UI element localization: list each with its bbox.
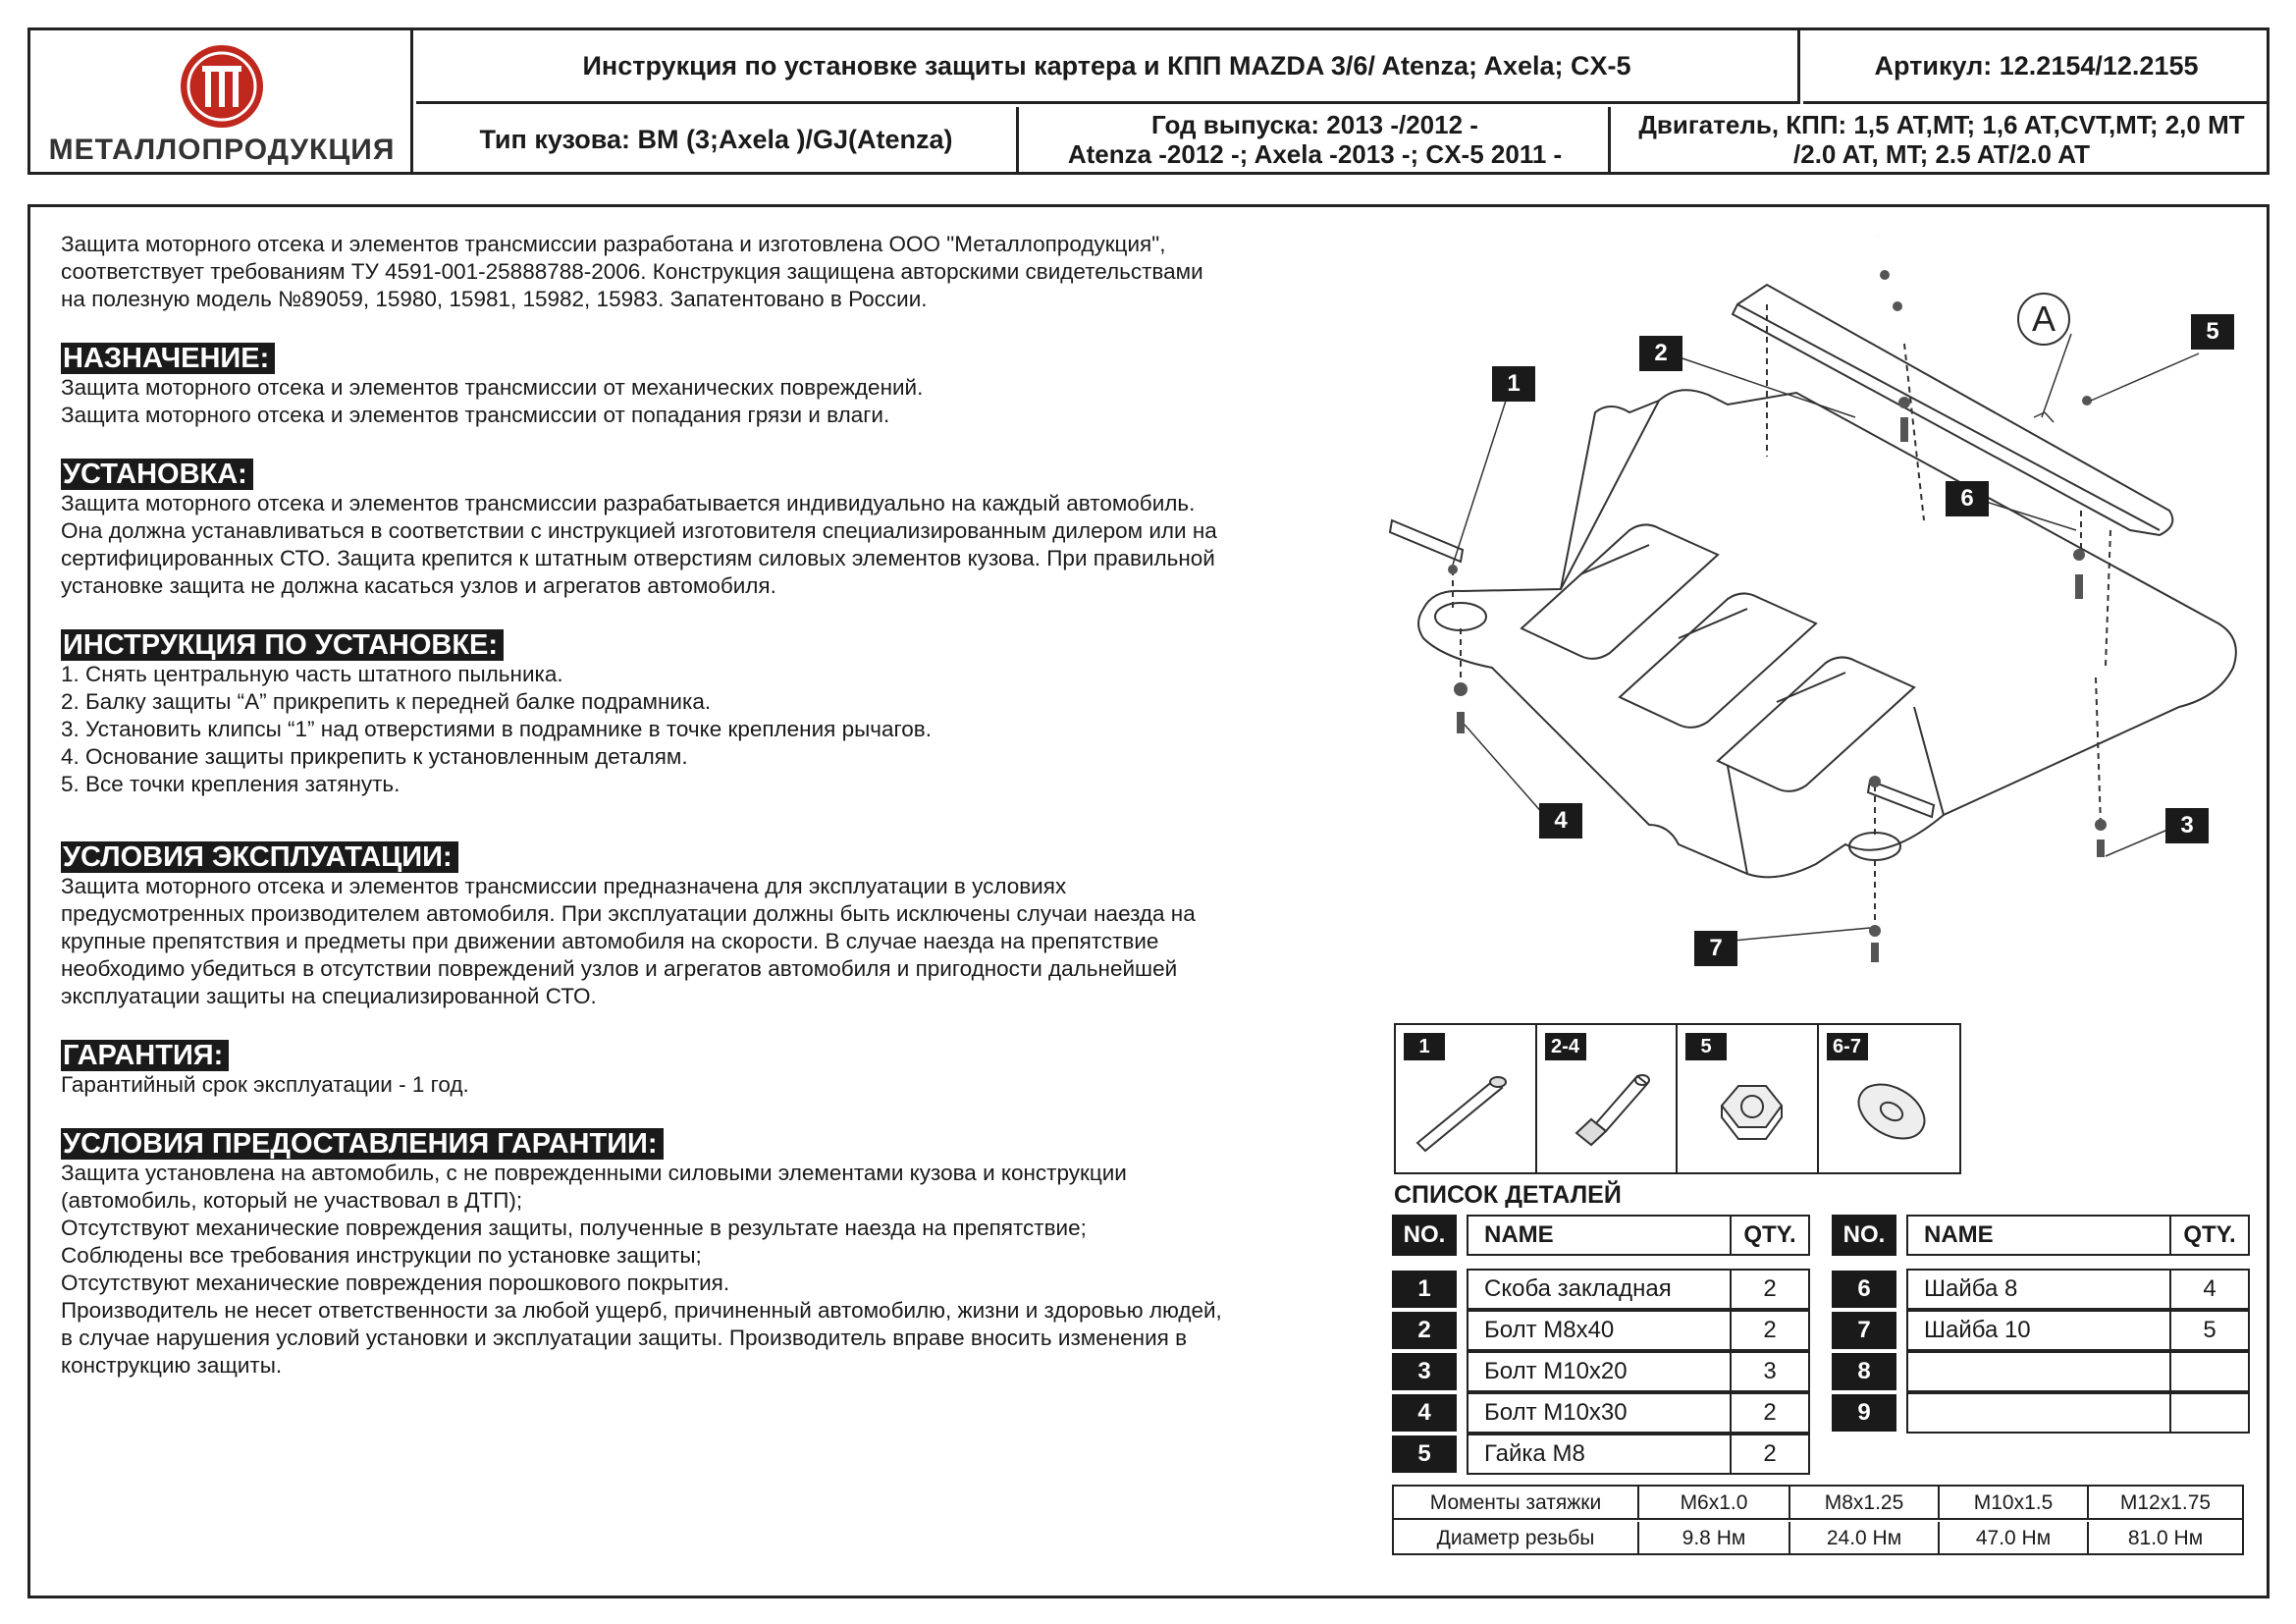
step-line: 1. Снять центральную часть штатного пыльника. (61, 662, 563, 686)
section-line: в случае нарушения условий установки и эксплуатации защиты. Производитель вправе вносить изменения в (61, 1326, 1188, 1350)
parts-list-title: СПИСОК ДЕТАЛЕЙ (1394, 1181, 1622, 1209)
part-no: 5 (1392, 1435, 1457, 1473)
part-name: Гайка М8 (1467, 1434, 1732, 1475)
intro-line: Защита моторного отсека и элементов трансмиссии разработана и изготовлена ООО "Металлопродукция", (61, 232, 1166, 256)
section-line: Отсутствуют механические повреждения защиты, полученные в результате наезда на препятствие; (61, 1216, 1087, 1240)
part-name (1906, 1392, 2171, 1434)
vent-2 (1620, 593, 1816, 727)
torque-table (1392, 1485, 2244, 1555)
pic-nut (1678, 1025, 1819, 1172)
intro-line: соответствует требованиям ТУ 4591-001-25888788-2006. Конструкция защищена авторскими свидетельствами (61, 259, 1203, 284)
beam-label: A (2031, 298, 2056, 339)
instructions-text (61, 231, 1335, 1380)
section-warranty (61, 1010, 1335, 1099)
header-no: NO. (1832, 1215, 1896, 1256)
step-line: 4. Основание защиты прикрепить к установленным деталям. (61, 744, 688, 769)
section-heading: ИНСТРУКЦИЯ ПО УСТАНОВКЕ: (61, 629, 504, 661)
intro-line: на полезную модель №89059, 15980, 15981, 15982, 15983. Запатентовано в России. (61, 287, 928, 311)
callout-7: 7 (1694, 931, 1737, 966)
pic-tag: 2-4 (1545, 1033, 1586, 1060)
part-qty: 3 (1730, 1351, 1810, 1392)
torque-value: 24.0 Нм (1790, 1522, 1940, 1555)
engine-line-1: Двигатель, КПП: 1,5 AT,MT; 1,6 AT,CVT,MT; 2,0 MT (1638, 110, 2245, 139)
section-heading: УСТАНОВКА: (61, 459, 253, 490)
part-no: 8 (1832, 1353, 1896, 1390)
torque-row-values (1394, 1522, 2242, 1555)
section-line: сертифицированных СТО. Защита крепится к штатным отверстиям силовых элементов кузова. При правильной (61, 546, 1215, 570)
header-block (27, 27, 2269, 175)
part-name (1906, 1351, 2171, 1392)
section-line: Она должна устанавливаться в соответствии с инструкцией изготовителя специализированным дилером или на (61, 518, 1217, 543)
header-qty: QTY. (2169, 1215, 2250, 1256)
section-line: Отсутствуют механические повреждения порошкового покрытия. (61, 1271, 730, 1295)
part-name: Скоба закладная (1467, 1269, 1732, 1310)
section-purpose (61, 313, 1335, 429)
section-heading: УСЛОВИЯ ПРЕДОСТАВЛЕНИЯ ГАРАНТИИ: (61, 1128, 664, 1160)
article-number: Артикул: 12.2154/12.2155 (1803, 30, 2269, 104)
year-line-2: Atenza -2012 -; Axela -2013 -; CX-5 2011 - (1067, 139, 1563, 169)
section-operation (61, 812, 1335, 1010)
section-line: предусмотренных производителем автомобиля. При эксплуатации должны быть исключены случаи наезда на (61, 901, 1196, 926)
engine-line-2: /2.0 AT, MT; 2.5 AT/2.0 AT (1793, 139, 2090, 169)
header-name: NAME (1467, 1215, 1732, 1256)
callout-2: 2 (1639, 336, 1682, 371)
assembly-diagram (1355, 236, 2258, 992)
step-line: 3. Установить клипсы “1” над отверстиями в подрамнике в точке крепления рычагов. (61, 717, 932, 741)
callout-3: 3 (2165, 808, 2209, 843)
step-line: 2. Балку защиты “А” прикрепить к передней балке подрамника. (61, 689, 712, 714)
callout-4: 4 (1539, 803, 1582, 839)
section-heading: ГАРАНТИЯ: (61, 1040, 229, 1071)
vent-3 (1718, 657, 1914, 790)
section-install-steps (61, 600, 1335, 798)
skid-plate-drawing (1355, 236, 2258, 992)
header-qty: QTY. (1730, 1215, 1810, 1256)
pic-tag: 6-7 (1827, 1033, 1868, 1060)
pic-washer (1819, 1025, 1960, 1172)
section-line: конструкцию защиты. (61, 1353, 283, 1378)
thread-size: М10х1.5 (1940, 1487, 2089, 1520)
section-heading: УСЛОВИЯ ЭКСПЛУАТАЦИИ: (61, 841, 458, 873)
torque-value: 81.0 Нм (2127, 1527, 2204, 1549)
year-line-1: Год выпуска: 2013 -/2012 - (1151, 110, 1478, 139)
clip-1 (1390, 520, 1463, 562)
part-qty: 2 (1730, 1310, 1810, 1351)
torque-label: Моменты затяжки (1394, 1487, 1639, 1520)
pic-clip (1396, 1025, 1537, 1172)
part-qty (2169, 1392, 2250, 1434)
company-logo-icon (178, 42, 266, 131)
thread-size: М12х1.75 (2119, 1491, 2212, 1514)
header-no: NO. (1392, 1215, 1457, 1256)
part-qty (2169, 1351, 2250, 1392)
part-no: 6 (1832, 1271, 1896, 1308)
section-line: Соблюдены все требования инструкции по установке защиты; (61, 1243, 702, 1268)
callout-5: 5 (2191, 314, 2234, 350)
section-line: Защита моторного отсека и элементов трансмиссии от попадания грязи и влаги. (61, 403, 890, 427)
section-line: Гарантийный срок эксплуатации - 1 год. (61, 1072, 469, 1097)
part-no: 7 (1832, 1312, 1896, 1349)
part-name: Болт М10х30 (1467, 1392, 1732, 1434)
part-name: Шайба 10 (1906, 1310, 2171, 1351)
section-line: Защита установлена на автомобиль, с не поврежденными силовыми элементами кузова и конструкции (61, 1161, 1127, 1185)
part-qty: 2 (1730, 1269, 1810, 1310)
section-warranty-conditions (61, 1099, 1335, 1380)
logo-cell (30, 30, 413, 172)
section-line: эксплуатации защиты на специализированной СТО. (61, 984, 597, 1008)
pic-tag: 1 (1404, 1033, 1445, 1060)
part-qty: 2 (1730, 1392, 1810, 1434)
part-qty: 5 (2169, 1310, 2250, 1351)
pic-bolt (1537, 1025, 1679, 1172)
intro-paragraph (61, 231, 1335, 313)
document-title: Инструкция по установке защиты картера и КПП MAZDA 3/6/ Atenza; Axela; CX-5 (416, 30, 1800, 104)
vent-1 (1522, 524, 1718, 658)
part-no: 3 (1392, 1353, 1457, 1390)
torque-row-threads (1394, 1487, 2242, 1520)
section-line: установке защита не должна касаться узлов и агрегатов автомобиля. (61, 573, 776, 598)
section-line: Производитель не несет ответственности за любой ущерб, причиненный автомобилю, жизни и здоровью людей, (61, 1298, 1222, 1323)
section-line: Защита моторного отсека и элементов трансмиссии от механических повреждений. (61, 375, 924, 400)
part-name: Болт М8х40 (1467, 1310, 1732, 1351)
section-heading: НАЗНАЧЕНИЕ: (61, 343, 275, 374)
section-line: необходимо убедиться в отсутствии повреждений узлов и агрегатов автомобиля и пригодности дальнейшей (61, 956, 1178, 981)
section-line: Защита моторного отсека и элементов трансмиссии предназначена для эксплуатации в условиях (61, 874, 1067, 898)
thread-size: М8х1.25 (1790, 1487, 1940, 1520)
step-line: 5. Все точки крепления затянуть. (61, 772, 400, 796)
part-qty: 4 (2169, 1269, 2250, 1310)
pic-tag: 5 (1685, 1033, 1727, 1060)
section-line: Защита моторного отсека и элементов трансмиссии разрабатывается индивидуально на каждый автомобиль. (61, 491, 1196, 515)
part-name: Шайба 8 (1906, 1269, 2171, 1310)
engine-gearbox (1614, 107, 2269, 172)
callout-6: 6 (1946, 481, 1989, 516)
section-line: (автомобиль, который не участвовал в ДТП); (61, 1188, 523, 1213)
part-no: 2 (1392, 1312, 1457, 1349)
part-no: 9 (1832, 1394, 1896, 1432)
part-pictures (1394, 1023, 1961, 1174)
callout-1: 1 (1492, 366, 1535, 402)
production-year (1022, 107, 1611, 172)
diameter-label: Диаметр резьбы (1394, 1522, 1639, 1555)
body-type: Тип кузова: BM (3;Axela )/GJ(Atenza) (416, 107, 1019, 172)
torque-value: 9.8 Нм (1639, 1522, 1790, 1555)
section-installation (61, 429, 1335, 600)
part-no: 4 (1392, 1394, 1457, 1432)
part-name: Болт М10х20 (1467, 1351, 1732, 1392)
part-no: 1 (1392, 1271, 1457, 1308)
header-name: NAME (1906, 1215, 2171, 1256)
thread-size: М6х1.0 (1639, 1487, 1790, 1520)
brand-name: МЕТАЛЛОПРОДУКЦИЯ (48, 134, 396, 166)
torque-value: 47.0 Нм (1940, 1522, 2089, 1555)
section-line: крупные препятствия и предметы при движении автомобиля на скорости. В случае наезда на препятствие (61, 929, 1159, 953)
part-qty: 2 (1730, 1434, 1810, 1475)
